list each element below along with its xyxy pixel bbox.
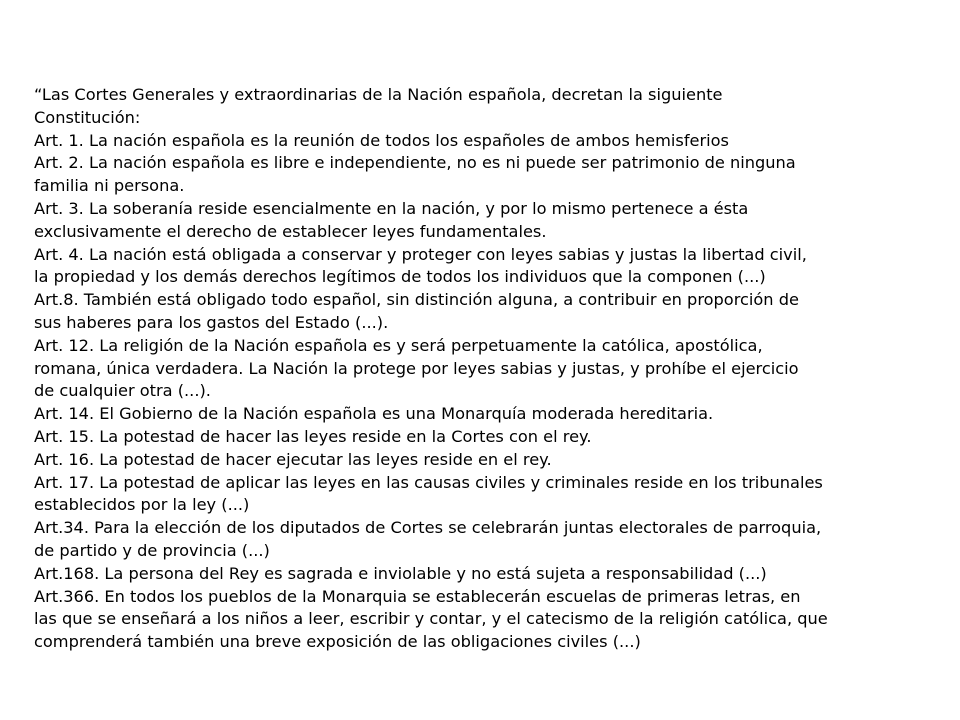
text-line: Art. 4. La nación está obligada a conservar y proteger con leyes sabias y justas la libertad civil, bbox=[34, 244, 807, 264]
text-line: Art. 15. La potestad de hacer las leyes reside en la Cortes con el rey. bbox=[34, 426, 592, 446]
text-line: Art.8. También está obligado todo español, sin distinción alguna, a contribuir en proporción de bbox=[34, 290, 799, 310]
text-line: romana, única verdadera. La Nación la protege por leyes sabias y justas, y prohíbe el ejercicio bbox=[34, 358, 799, 378]
text-line: de cualquier otra (...). bbox=[34, 381, 211, 401]
text-line: Constitución: bbox=[34, 107, 141, 127]
text-line: la propiedad y los demás derechos legítimos de todos los individuos que la componen (...) bbox=[34, 267, 766, 287]
text-line: sus haberes para los gastos del Estado (...). bbox=[34, 312, 389, 332]
text-line: establecidos por la ley (...) bbox=[34, 495, 250, 515]
text-line: Art. 14. El Gobierno de la Nación española es una Monarquía moderada hereditaria. bbox=[34, 404, 714, 424]
text-line: Art.34. Para la elección de los diputados de Cortes se celebrarán juntas electorales de parroquia, bbox=[34, 518, 822, 538]
text-line: familia ni persona. bbox=[34, 176, 185, 196]
text-line: Art. 17. La potestad de aplicar las leyes en las causas civiles y criminales reside en los tribunales bbox=[34, 472, 823, 492]
text-line: exclusivamente el derecho de establecer leyes fundamentales. bbox=[34, 221, 547, 241]
text-line: Art. 3. La soberanía reside esencialmente en la nación, y por lo mismo pertenece a ésta bbox=[34, 198, 749, 218]
text-line: Art. 1. La nación española es la reunión de todos los españoles de ambos hemisferios bbox=[34, 130, 729, 150]
text-line: “Las Cortes Generales y extraordinarias de la Nación española, decretan la siguiente bbox=[34, 85, 723, 104]
text-line: Art.366. En todos los pueblos de la Monarquia se establecerán escuelas de primeras letras, en bbox=[34, 586, 801, 606]
constitution-excerpt bbox=[34, 84, 954, 654]
text-line: Art. 12. La religión de la Nación española es y será perpetuamente la católica, apostólica, bbox=[34, 335, 763, 355]
text-line: de partido y de provincia (...) bbox=[34, 540, 270, 560]
text-line: comprenderá también una breve exposición de las obligaciones civiles (...) bbox=[34, 632, 641, 652]
text-line: Art.168. La persona del Rey es sagrada e inviolable y no está sujeta a responsabilidad (...) bbox=[34, 563, 767, 583]
text-line: las que se enseñará a los niños a leer, escribir y contar, y el catecismo de la religión católica, que bbox=[34, 609, 828, 629]
text-line: Art. 2. La nación española es libre e independiente, no es ni puede ser patrimonio de ninguna bbox=[34, 153, 796, 173]
text-line: Art. 16. La potestad de hacer ejecutar las leyes reside en el rey. bbox=[34, 449, 552, 469]
